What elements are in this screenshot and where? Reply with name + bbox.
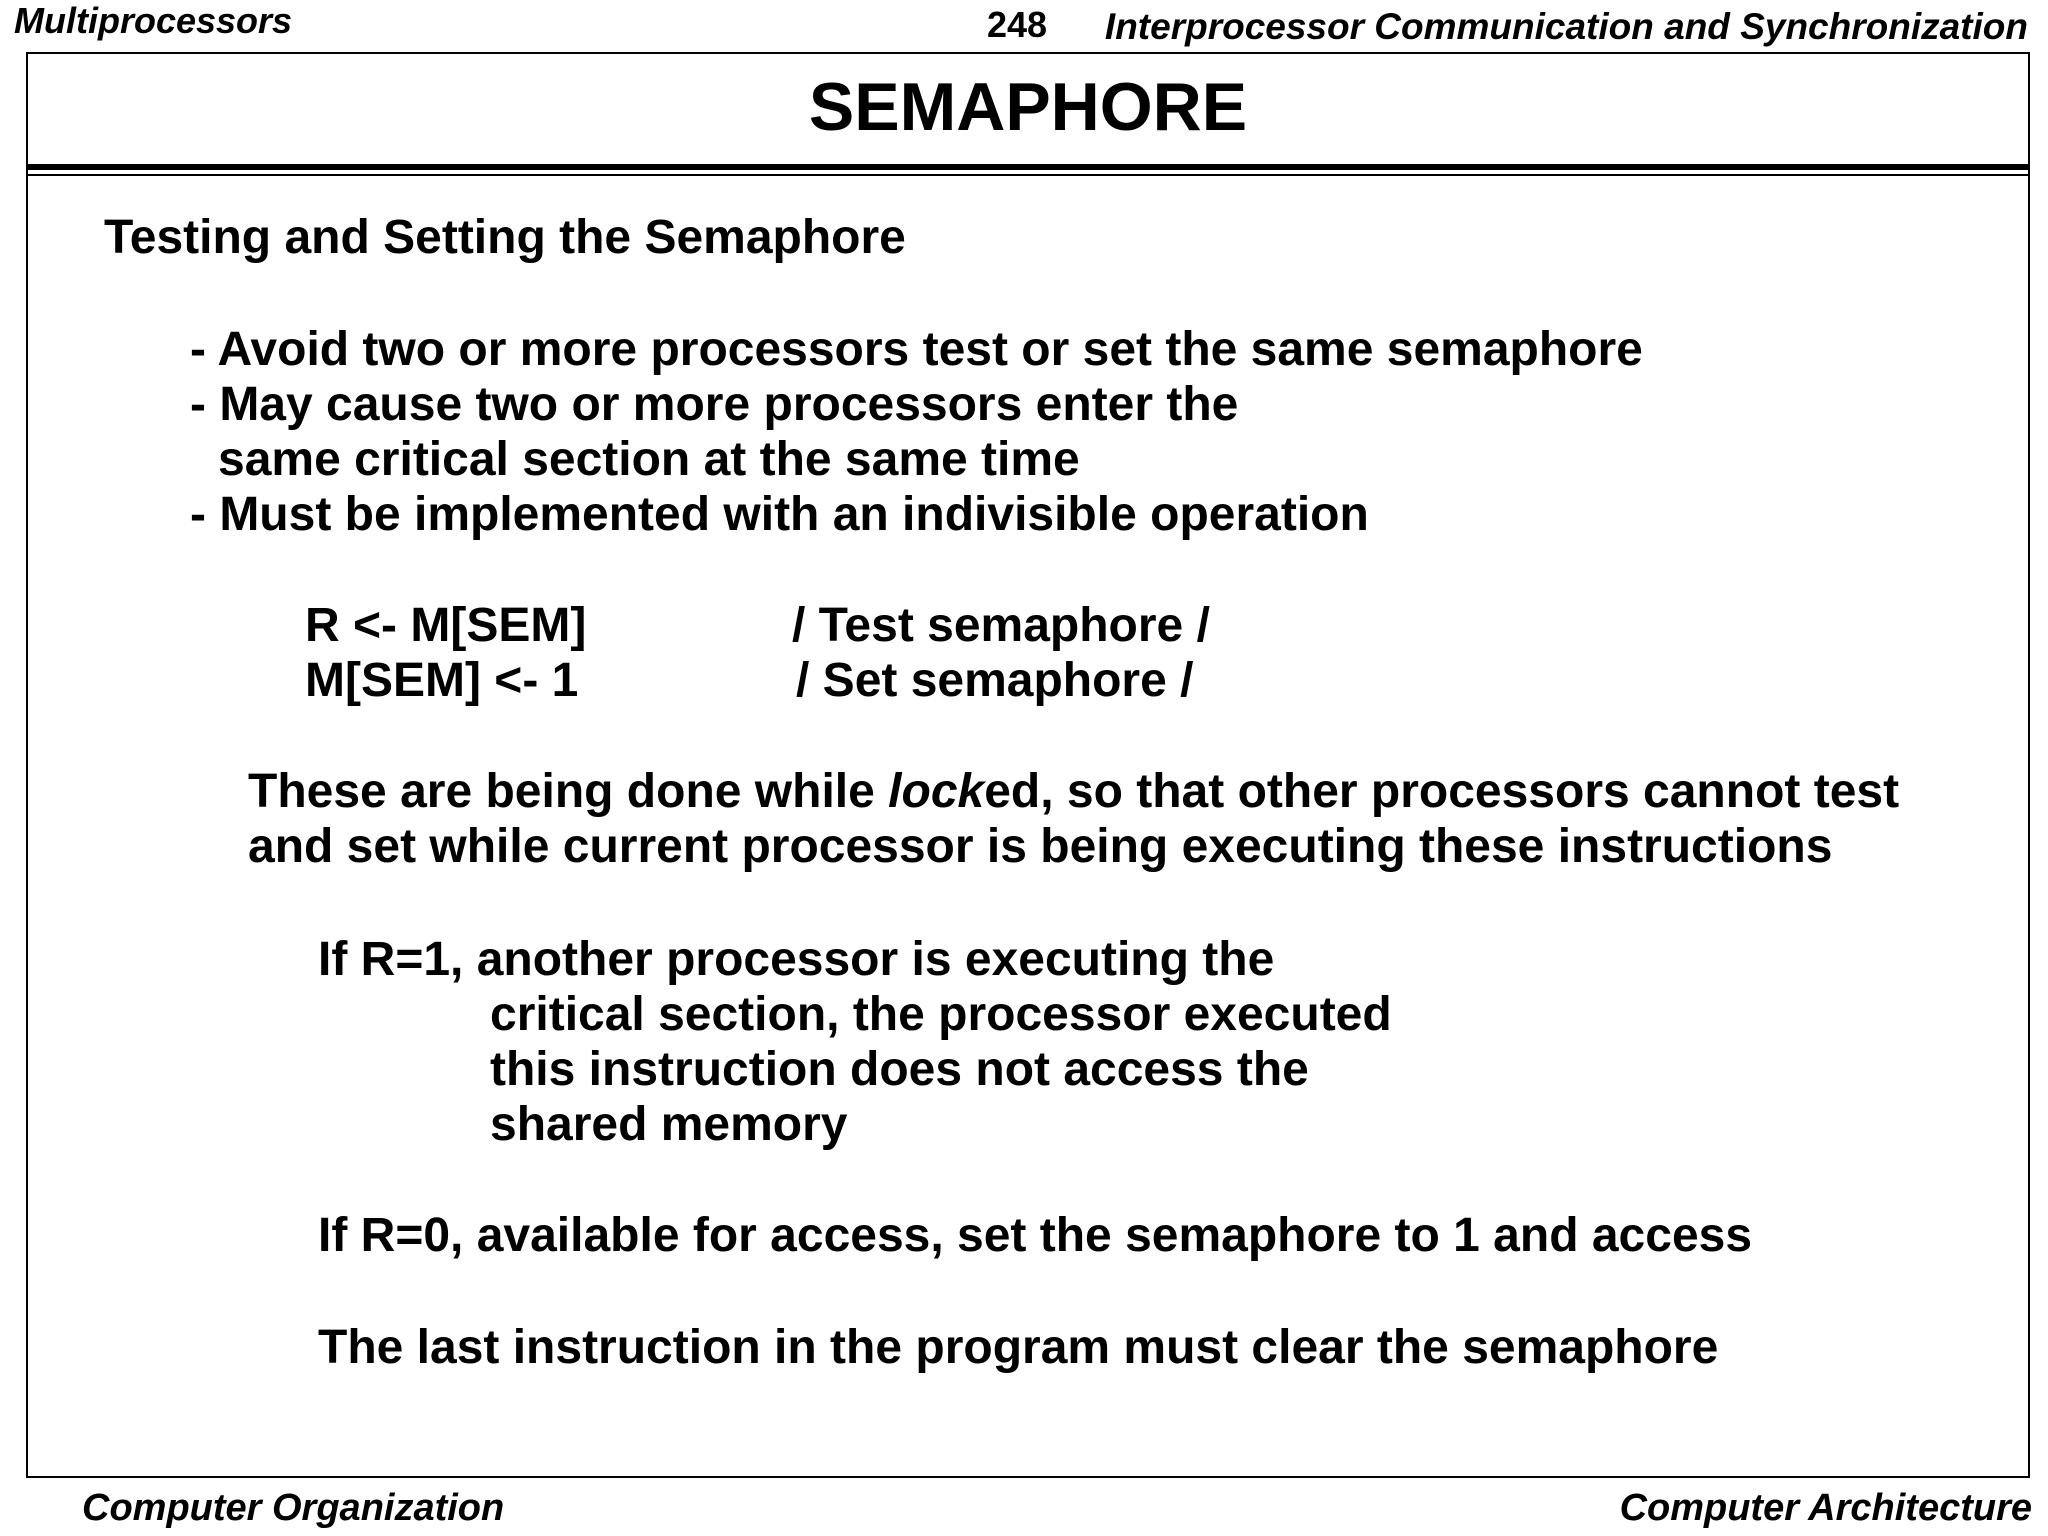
footer-right: Computer Architecture [1619,1487,2032,1529]
title-divider-thin [26,174,2030,176]
code-line-1-comment: / Test semaphore / [792,599,1210,652]
bullet-2-continuation: same critical section at the same time [218,433,1080,486]
code-line-2-instruction: M[SEM] <- 1 [305,654,579,707]
if-r1-line-1: If R=1, another processor is executing the [318,933,1275,986]
code-line-1-instruction: R <- M[SEM] [305,599,587,652]
last-instruction-line: The last instruction in the program must clear the semaphore [318,1321,1719,1374]
if-r1-line-4: shared memory [490,1098,848,1151]
footer-left: Computer Organization [82,1487,505,1529]
page-number: 248 [987,4,1048,45]
if-r1-line-3: this instruction does not access the [490,1043,1309,1096]
bullet-3: - Must be implemented with an indivisible operation [190,488,1369,541]
slide-title: SEMAPHORE [808,69,1248,145]
bullet-2: - May cause two or more processors enter the [190,378,1239,431]
bullet-1: - Avoid two or more processors test or set the same semaphore [190,323,1643,376]
section-heading: Testing and Setting the Semaphore [104,211,906,264]
header-topic: Interprocessor Communication and Synchronization [1104,6,2028,47]
locked-paragraph-line-2: and set while current processor is being executing these instructions [248,820,1833,873]
if-r1-line-2: critical section, the processor executed [490,988,1392,1041]
code-line-2-comment: / Set semaphore / [796,654,1194,707]
header-course-section: Multiprocessors [14,0,293,41]
locked-emphasis: lock [888,765,985,818]
if-r0-line: If R=0, available for access, set the semaphore to 1 and access [318,1209,1753,1262]
locked-paragraph-line-1: These are being done while locked, so that other processors cannot test [248,765,1900,818]
title-divider-thick [26,164,2030,170]
